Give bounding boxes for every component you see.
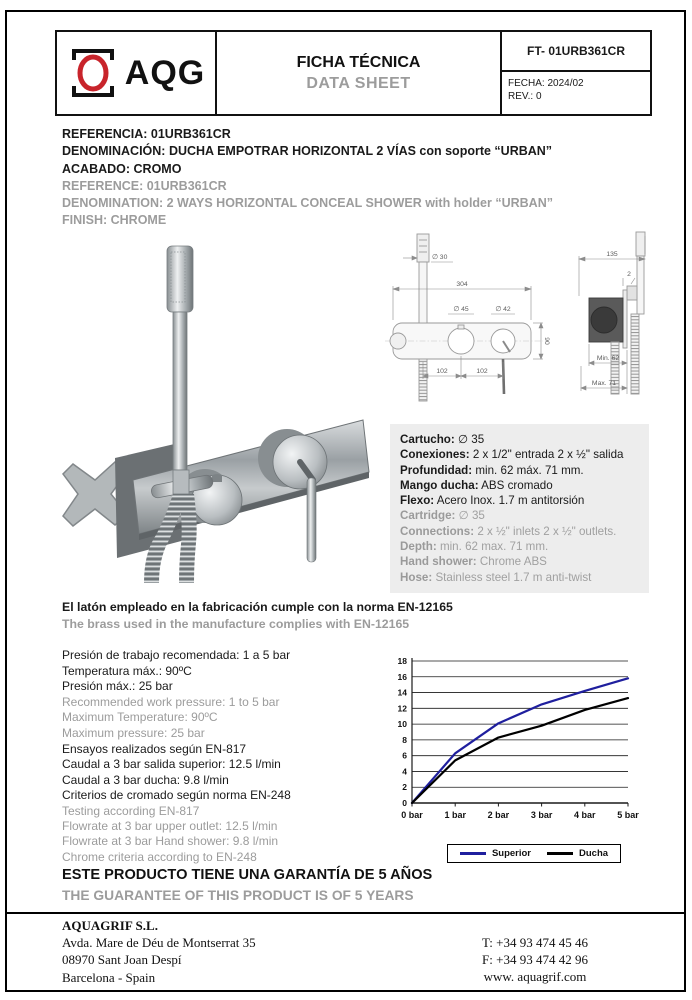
reference-en: REFERENCE: 01URB361CR [62,178,227,193]
product-photo-image [55,228,380,583]
address-line: 08970 Sant Joan Despí [62,952,182,968]
svg-text:2: 2 [402,782,407,793]
header-meta [500,32,650,114]
header [55,30,652,116]
acabado-es: ACABADO: CROMO [62,161,182,176]
doc-date: FECHA: 2024/02 [508,78,584,89]
doc-code: FT- 01URB361CR [502,32,650,72]
svg-text:1 bar: 1 bar [444,810,466,820]
svg-text:0: 0 [402,798,407,808]
denominacion-es: DENOMINACIÓN: DUCHA EMPOTRAR HORIZONTAL 2 VÍAS con soporte “URBAN” [62,144,553,159]
svg-text:4 bar: 4 bar [574,810,596,820]
svg-text:3 bar: 3 bar [530,810,553,820]
legend-line-swatch [547,852,573,855]
brand-logo [57,32,217,114]
technical-drawing [383,226,685,413]
address-line: Avda. Mare de Déu de Montserrat 35 [62,935,256,951]
title-en: DATA SHEET [306,75,411,92]
tests-en-line: Chrome criteria according to EN-248 [62,849,257,864]
tests-es-line: Caudal a 3 bar ducha: 9.8 l/min [62,772,229,787]
spec-cartridge: Cartridge: ∅ 35 [400,509,485,523]
spec-mango-ducha: Mango ducha: ABS cromado [400,478,553,492]
footer-company-block [62,917,256,986]
dim-hand-shower-dia: ∅ 30 [432,254,448,261]
pressure-es-line: Presión de trabajo recomendada: 1 a 5 bar [62,648,291,662]
dim-depth-min: Min. 62 [596,355,620,362]
doc-revision: REV.: 0 [508,91,542,102]
pressure-es-line: Presión máx.: 25 bar [62,679,173,694]
chart-plot [388,653,680,828]
phone-line: T: +34 93 474 45 46 [482,935,588,950]
norm-statement [62,599,453,633]
pressure-en-line: Maximum pressure: 25 bar [62,725,205,740]
svg-text:8: 8 [402,734,407,745]
spec-depth: Depth: min. 62 max. 71 mm. [400,540,549,554]
svg-text:16: 16 [397,671,407,682]
aqg-logo-icon [67,44,119,102]
tests-es-line: Caudal a 3 bar salida superior: 12.5 l/min [62,757,281,772]
document-title [217,32,500,114]
dim-plate-height: 90 [543,337,550,345]
warranty-block [62,866,432,905]
dim-depth-max: Max. 71 [591,380,617,387]
company-name: AQUAGRIF S.L. [62,918,158,933]
svg-text:0 bar: 0 bar [401,810,423,820]
pressure-es-line: Temperatura máx.: 90ºC [62,663,192,678]
chart-legend [447,844,621,863]
spec-flexo: Flexo: Acero Inox. 1.7 m antitorsión [400,494,585,508]
svg-text:5 bar: 5 bar [617,810,639,820]
tests-block [62,742,291,865]
dim-depth: 135 [606,251,618,258]
tests-es-line: Ensayos realizados según EN-817 [62,742,247,756]
finish-en: FINISH: CHROME [62,213,167,228]
legend-item [460,848,531,859]
legend-label: Ducha [579,848,609,859]
svg-text:14: 14 [397,687,407,698]
svg-text:2 bar: 2 bar [487,810,510,820]
spec-connections: Connections: 2 x ½" inlets 2 x ½" outlets. [400,524,617,538]
specs-box [390,424,649,593]
dim-spacing-right: 102 [476,368,488,375]
fax-line: F: +34 93 474 42 96 [482,952,588,968]
spec-cartucho: Cartucho: ∅ 35 [400,433,485,446]
svg-text:4: 4 [402,766,407,777]
referencia-es: REFERENCIA: 01URB361CR [62,127,231,141]
footer-divider [5,912,686,914]
warranty-es: ESTE PRODUCTO TIENE UNA GARANTÍA DE 5 AÑOS [62,867,433,883]
svg-text:18: 18 [397,656,407,666]
dim-spacing-left: 102 [436,368,448,375]
svg-text:6: 6 [402,750,407,761]
reference-block [62,126,553,230]
spec-hand-shower: Hand shower: Chrome ABS [400,555,547,569]
address-line: Barcelona - Spain [62,969,156,985]
pressure-block [62,648,290,742]
pressure-en-line: Recommended work pressure: 1 to 5 bar [62,694,280,709]
product-photo [55,228,380,588]
technical-drawing-image [383,226,685,408]
denomination-en: DENOMINATION: 2 WAYS HORIZONTAL CONCEAL SHOWER with holder “URBAN” [62,196,553,211]
tests-es-line: Criterios de cromado según norma EN-248 [62,788,291,803]
logo-text: AQG [124,53,206,92]
doc-meta [502,72,650,114]
norm-en: The brass used in the manufacture complies with EN-12165 [62,617,410,631]
footer-contact-block [450,934,620,986]
spec-profundidad: Profundidad: min. 62 máx. 71 mm. [400,463,584,477]
title-es: FICHA TÉCNICA [296,54,421,71]
pressure-en-line: Maximum Temperature: 90ºC [62,710,218,725]
tests-en-line: Flowrate at 3 bar upper outlet: 12.5 l/min [62,819,278,834]
legend-item [547,848,608,859]
dim-left-knob-dia: ∅ 45 [453,306,469,313]
warranty-en: THE GUARANTEE OF THIS PRODUCT IS OF 5 YEARS [62,887,414,903]
norm-es: El latón empleado en la fabricación cumple con la norma EN-12165 [62,600,453,614]
svg-text:12: 12 [397,703,407,714]
spec-hose: Hose: Stainless steel 1.7 m anti-twist [400,570,592,584]
flowrate-chart [388,653,680,863]
dim-right-knob-dia: ∅ 42 [495,306,511,313]
dim-wall-thickness: 2 [627,271,631,278]
legend-label: Superior [491,848,531,859]
tests-en-line: Testing according EN-817 [62,803,200,818]
dim-overall-width: 304 [456,281,468,288]
legend-line-swatch [460,852,486,855]
spec-conexiones: Conexiones: 2 x 1/2" entrada 2 x ½" salida [400,448,624,462]
tests-en-line: Flowrate at 3 bar Hand shower: 9.8 l/min [62,834,279,849]
svg-text:10: 10 [397,719,407,730]
website-line: www. aquagrif.com [483,969,587,985]
